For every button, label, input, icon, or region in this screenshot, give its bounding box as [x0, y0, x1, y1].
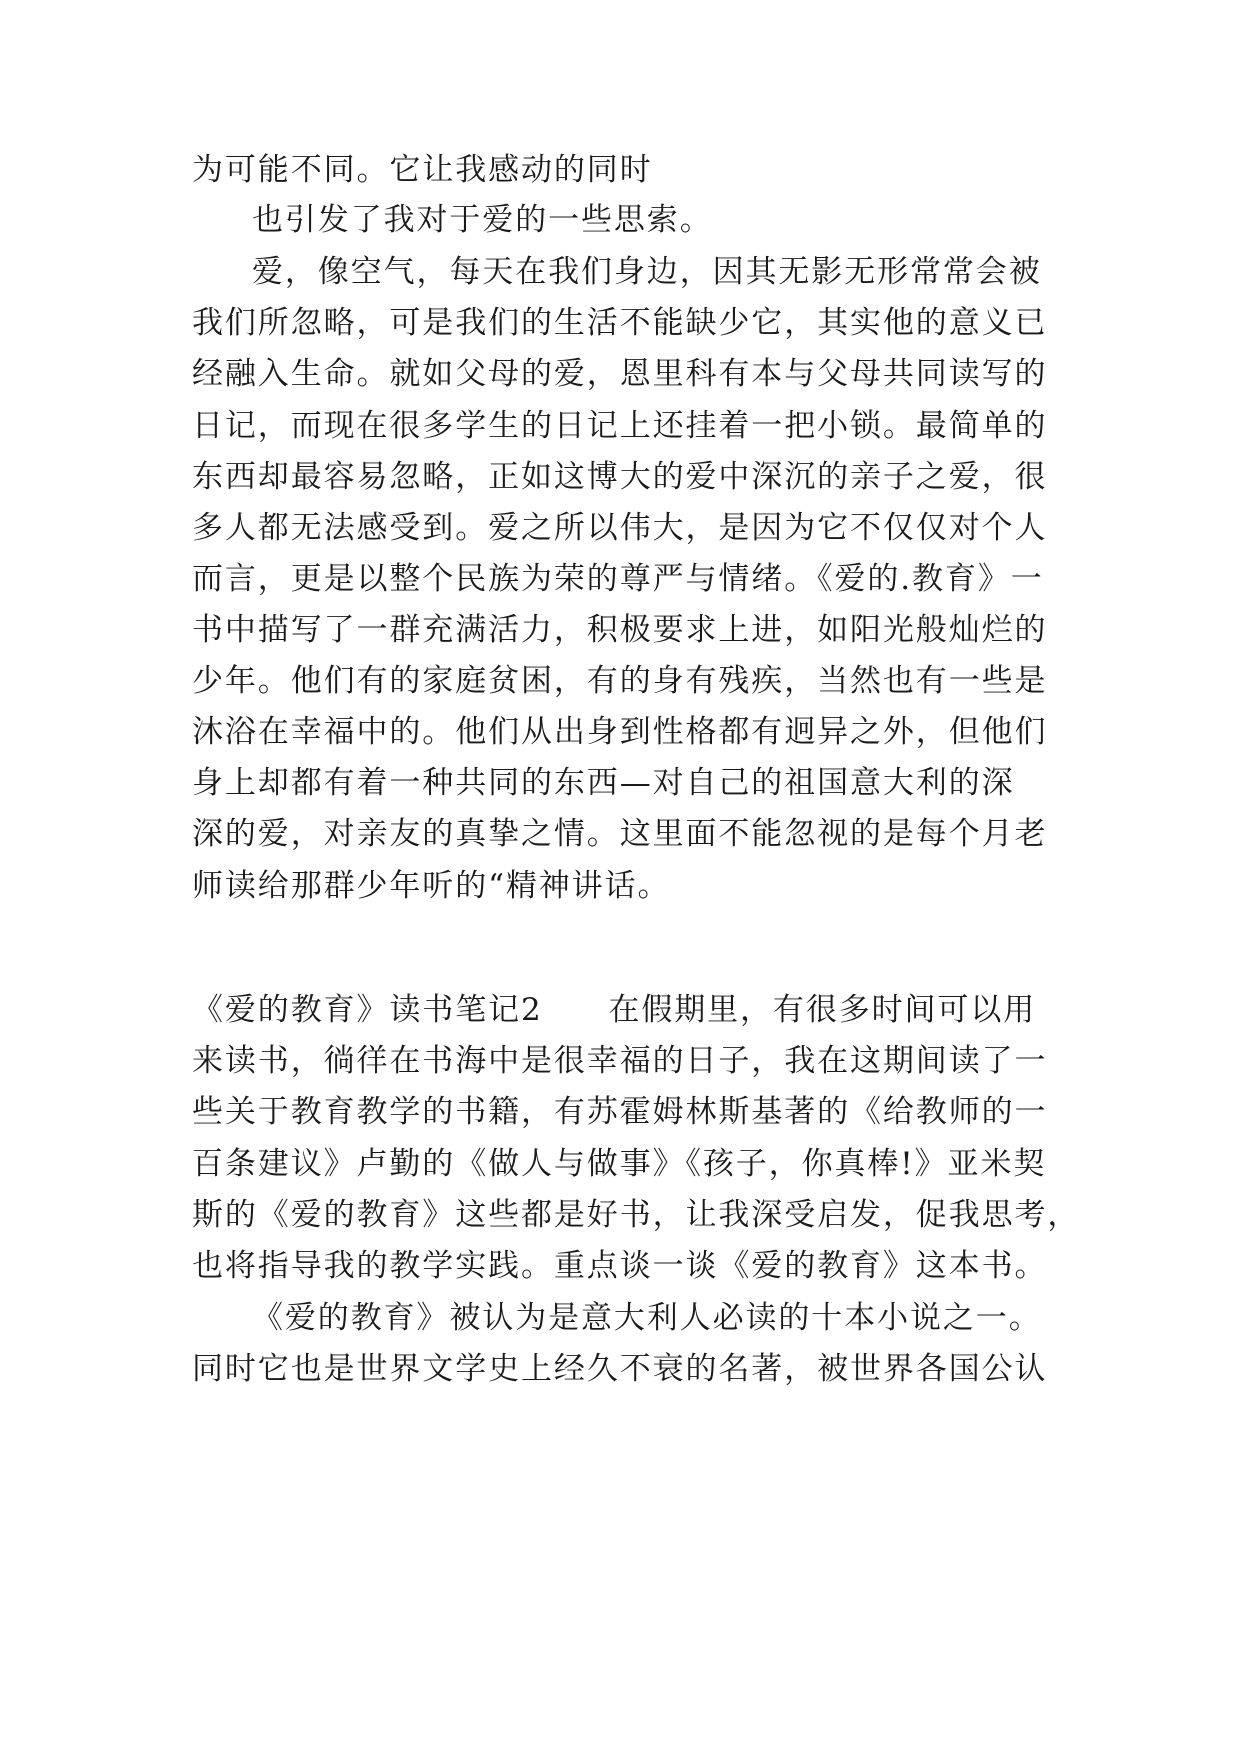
text-line: 来读书，徜徉在书海中是很幸福的日子，我在这期间读了一: [192, 1043, 1048, 1079]
text-line: 少年。他们有的家庭贫困，有的身有残疾，当然也有一些是: [192, 663, 1048, 699]
section-heading-line: 《爱的教育》读书笔记2 在假期里，有很多时间可以用: [192, 992, 1037, 1028]
text-line: 日记，而现在很多学生的日记上还挂着一把小锁。最简单的: [192, 408, 1048, 444]
text-line: 多人都无法感受到。爱之所以伟大，是因为它不仅仅对个人: [192, 510, 1048, 546]
text-line: 沐浴在幸福中的。他们从出身到性格都有迥异之外，但他们: [192, 714, 1048, 750]
text-line: 斯的《爱的教育》这些都是好书，让我深受启发，促我思考，: [192, 1197, 1081, 1233]
text-line: 东西却最容易忽略，正如这博大的爱中深沉的亲子之爱，很: [192, 459, 1048, 495]
text-line: 身上却都有着一种共同的东西—对自己的祖国意大利的深: [192, 765, 1015, 801]
text-line: 师读给那群少年听的“精神讲话。: [192, 868, 671, 904]
text-line: 经融入生命。就如父母的爱，恩里科有本与父母共同读写的: [192, 356, 1048, 392]
text-line: 些关于教育教学的书籍，有苏霍姆林斯基著的《给教师的一: [192, 1094, 1048, 1130]
text-line: 为可能不同。它让我感动的同时: [192, 152, 653, 188]
text-line: 我们所忽略，可是我们的生活不能缺少它，其实他的意义已: [192, 305, 1048, 341]
text-line: 也将指导我的教学实践。重点谈一谈《爱的教育》这本书。: [192, 1248, 1048, 1284]
text-line: 《爱的教育》被认为是意大利人必读的十本小说之一。: [252, 1300, 1042, 1336]
text-line: 书中描写了一群充满活力，积极要求上进，如阳光般灿烂的: [192, 612, 1048, 648]
text-line: 也引发了我对于爱的一些思索。: [252, 202, 713, 238]
text-line: 深的爱，对亲友的真挚之情。这里面不能忽视的是每个月老: [192, 816, 1048, 852]
text-line: 爱，像空气，每天在我们身边，因其无影无形常常会被: [252, 254, 1042, 290]
text-line: 而言，更是以整个民族为荣的尊严与情绪。《爱的.教育》一: [192, 561, 1044, 597]
text-line: 同时它也是世界文学史上经久不衰的名著，被世界各国公认: [192, 1351, 1048, 1387]
text-line: 百条建议》卢勤的《做人与做事》《孩子，你真棒!》亚米契: [192, 1146, 1047, 1182]
